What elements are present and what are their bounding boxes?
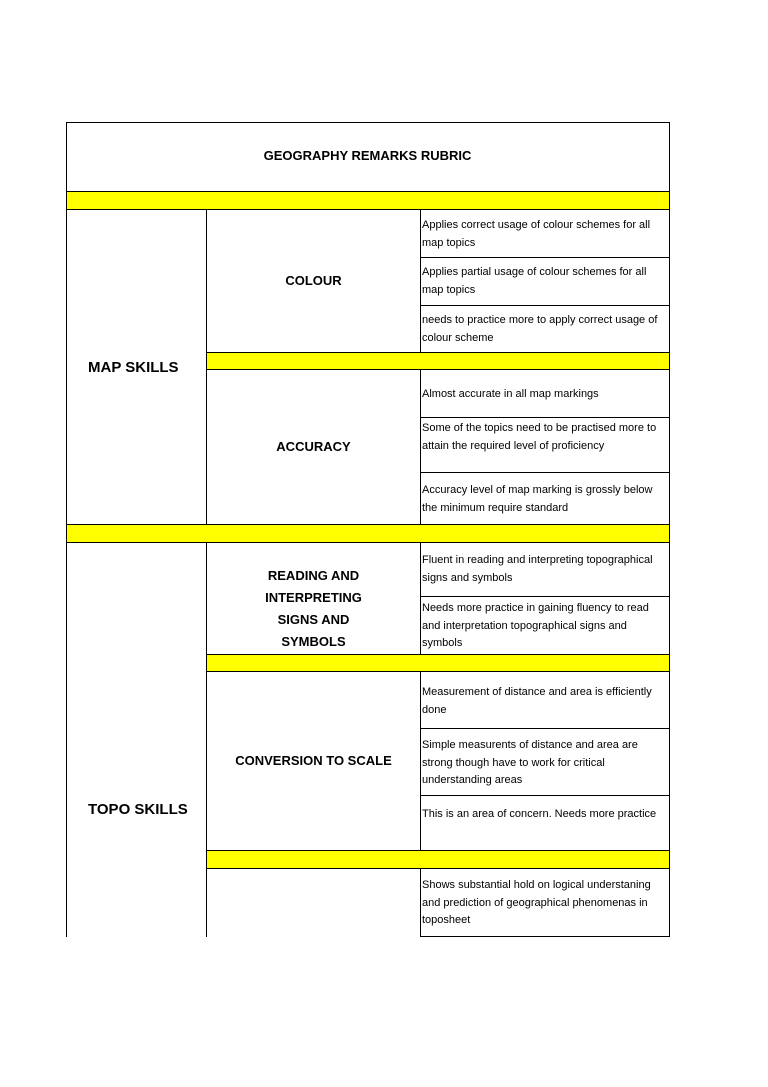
descriptor-cell: Some of the topics need to be practised more to attain the required level of proficiency bbox=[422, 422, 657, 452]
table-border bbox=[420, 868, 421, 937]
descriptor-cell: Accuracy level of map marking is grossly below the minimum require standard bbox=[422, 484, 653, 514]
descriptor-cell: Needs more practice in gaining fluency to read and interpretation topographical signs and symbols bbox=[422, 602, 649, 649]
table-border bbox=[420, 542, 421, 655]
separator-bar bbox=[207, 353, 669, 369]
subskill-accuracy: ACCURACY bbox=[276, 439, 351, 454]
category-map-skills: MAP SKILLS bbox=[88, 359, 179, 376]
table-border bbox=[66, 122, 67, 937]
table-border bbox=[66, 542, 670, 543]
descriptor-cell: Shows substantial hold on logical understaning and prediction of geographical phenomenas in toposheet bbox=[422, 879, 651, 926]
table-border bbox=[420, 209, 421, 353]
descriptor-cell: needs to practice more to apply correct usage of colour scheme bbox=[422, 314, 658, 344]
table-border bbox=[66, 122, 670, 123]
table-border bbox=[66, 524, 670, 525]
table-border bbox=[206, 850, 670, 851]
category-topo-skills: TOPO SKILLS bbox=[88, 801, 188, 818]
descriptor-cell: Applies correct usage of colour schemes for all map topics bbox=[422, 219, 651, 249]
table-border bbox=[420, 728, 670, 729]
table-border bbox=[420, 936, 670, 937]
descriptor-cell: Fluent in reading and interpreting topographical signs and symbols bbox=[422, 554, 653, 584]
table-border bbox=[206, 868, 670, 869]
descriptor-cell: This is an area of concern. Needs more practice bbox=[422, 808, 657, 820]
table-border bbox=[420, 305, 670, 306]
separator-bar bbox=[66, 192, 669, 209]
descriptor-cell: Measurement of distance and area is efficiently done bbox=[422, 686, 652, 716]
separator-bar bbox=[207, 851, 669, 868]
table-border bbox=[206, 352, 670, 353]
table-border bbox=[669, 122, 670, 937]
table-border bbox=[206, 209, 207, 525]
descriptor-cell: Simple measurents of distance and area are strong though have to work for critical understanding areas bbox=[422, 739, 638, 786]
separator-bar bbox=[66, 525, 669, 542]
table-border bbox=[420, 472, 670, 473]
table-border bbox=[206, 369, 670, 370]
table-border bbox=[66, 209, 670, 210]
subskill-colour: COLOUR bbox=[285, 273, 342, 288]
table-border bbox=[66, 191, 670, 192]
descriptor-cell: Applies partial usage of colour schemes for all map topics bbox=[422, 266, 647, 296]
subskill-conversion-to-scale: CONVERSION TO SCALE bbox=[235, 753, 392, 768]
descriptor-cell: Almost accurate in all map markings bbox=[422, 388, 599, 400]
subskill-reading-signs: READING AND INTERPRETING SIGNS AND SYMBOLS bbox=[265, 568, 362, 649]
table-border bbox=[420, 417, 670, 418]
table-border bbox=[420, 369, 421, 525]
table-border bbox=[420, 596, 670, 597]
separator-bar bbox=[207, 655, 669, 671]
table-border bbox=[420, 671, 421, 851]
table-border bbox=[206, 654, 670, 655]
table-border bbox=[420, 257, 670, 258]
table-border bbox=[420, 795, 670, 796]
table-border bbox=[206, 671, 670, 672]
rubric-title: GEOGRAPHY REMARKS RUBRIC bbox=[263, 148, 472, 163]
